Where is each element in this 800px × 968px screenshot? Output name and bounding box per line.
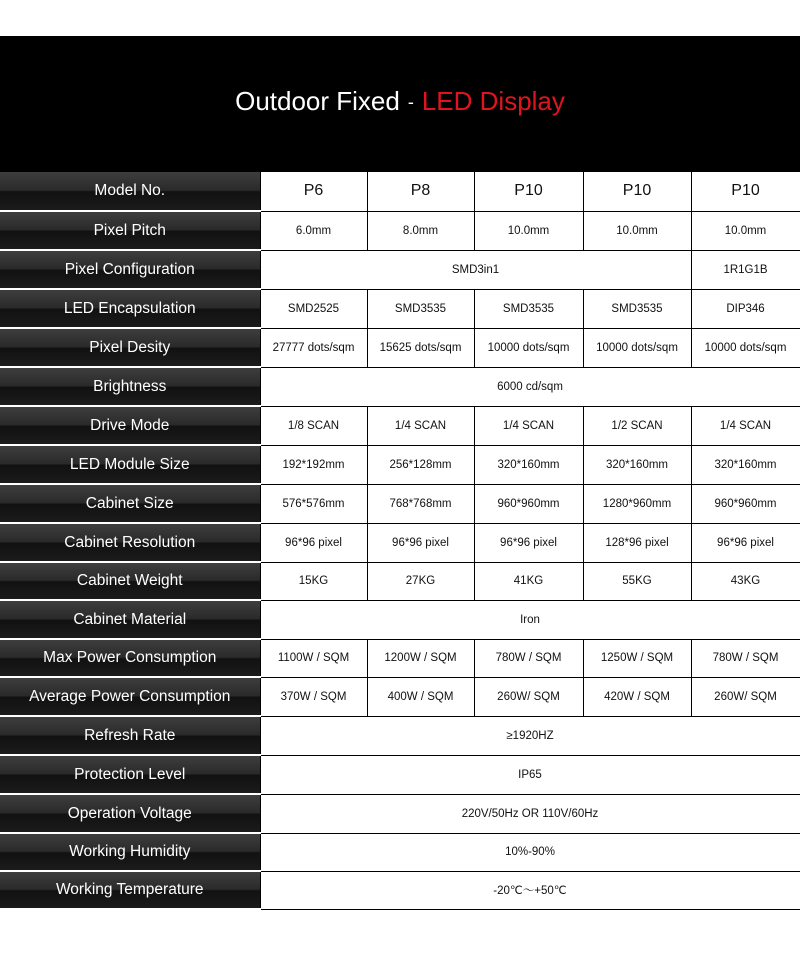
value-cell: 6000 cd/sqm xyxy=(260,367,800,406)
value-cell: 780W / SQM xyxy=(691,639,800,677)
value-cell: 1/4 SCAN xyxy=(367,406,474,445)
value-cell: 1/8 SCAN xyxy=(260,406,367,445)
value-cell: 96*96 pixel xyxy=(691,523,800,562)
value-cell: 960*960mm xyxy=(474,484,583,523)
value-cell: 1200W / SQM xyxy=(367,639,474,677)
value-cell: 8.0mm xyxy=(367,211,474,250)
table-row xyxy=(0,833,800,871)
spec-table xyxy=(0,172,800,910)
value-cell: 27KG xyxy=(367,562,474,600)
value-cell: 1/2 SCAN xyxy=(583,406,691,445)
value-cell: 1280*960mm xyxy=(583,484,691,523)
value-cell: -20℃～+50℃ xyxy=(260,871,800,909)
value-cell: 10000 dots/sqm xyxy=(691,328,800,367)
value-cell: 1/4 SCAN xyxy=(691,406,800,445)
row-label: Brightness xyxy=(0,367,260,406)
value-cell: DIP346 xyxy=(691,289,800,328)
value-cell: 192*192mm xyxy=(260,445,367,484)
value-cell: 41KG xyxy=(474,562,583,600)
value-cell: ≥1920HZ xyxy=(260,716,800,755)
value-cell: SMD3535 xyxy=(474,289,583,328)
value-cell: 420W / SQM xyxy=(583,677,691,716)
value-cell: Iron xyxy=(260,600,800,639)
title-main: Outdoor Fixed xyxy=(235,85,400,116)
value-cell: SMD3535 xyxy=(367,289,474,328)
value-cell: 10.0mm xyxy=(474,211,583,250)
value-cell: 400W / SQM xyxy=(367,677,474,716)
row-label: Cabinet Resolution xyxy=(0,523,260,562)
table-row xyxy=(0,250,800,289)
model-cell: P10 xyxy=(474,172,583,211)
page-title xyxy=(235,86,565,117)
table-row-model xyxy=(0,172,800,211)
value-cell: 1R1G1B xyxy=(691,250,800,289)
value-cell: 96*96 pixel xyxy=(260,523,367,562)
row-label: Working Humidity xyxy=(0,833,260,871)
table-row xyxy=(0,716,800,755)
value-cell: 780W / SQM xyxy=(474,639,583,677)
value-cell: 960*960mm xyxy=(691,484,800,523)
row-label: Model No. xyxy=(0,172,260,211)
value-cell: 128*96 pixel xyxy=(583,523,691,562)
model-cell: P10 xyxy=(583,172,691,211)
value-cell: 10000 dots/sqm xyxy=(583,328,691,367)
model-cell: P10 xyxy=(691,172,800,211)
table-row xyxy=(0,755,800,794)
value-cell: 6.0mm xyxy=(260,211,367,250)
value-cell: 55KG xyxy=(583,562,691,600)
row-label: Cabinet Material xyxy=(0,600,260,639)
value-cell: 10%-90% xyxy=(260,833,800,871)
value-cell: 1100W / SQM xyxy=(260,639,367,677)
value-cell: 15625 dots/sqm xyxy=(367,328,474,367)
value-cell: 260W/ SQM xyxy=(691,677,800,716)
table-row xyxy=(0,289,800,328)
table-row xyxy=(0,871,800,909)
table-row xyxy=(0,406,800,445)
value-cell: 10.0mm xyxy=(691,211,800,250)
row-label: Max Power Consumption xyxy=(0,639,260,677)
value-cell: 43KG xyxy=(691,562,800,600)
value-cell: 1/4 SCAN xyxy=(474,406,583,445)
value-cell: SMD3535 xyxy=(583,289,691,328)
value-cell: 10.0mm xyxy=(583,211,691,250)
value-cell: IP65 xyxy=(260,755,800,794)
table-row xyxy=(0,367,800,406)
model-cell: P6 xyxy=(260,172,367,211)
row-label: LED Module Size xyxy=(0,445,260,484)
value-cell: 15KG xyxy=(260,562,367,600)
row-label: Operation Voltage xyxy=(0,794,260,833)
table-row xyxy=(0,445,800,484)
value-cell: 10000 dots/sqm xyxy=(474,328,583,367)
value-cell: SMD3in1 xyxy=(260,250,691,289)
row-label: LED Encapsulation xyxy=(0,289,260,328)
title-separator: - xyxy=(407,91,414,112)
value-cell: 576*576mm xyxy=(260,484,367,523)
value-cell: 220V/50Hz OR 110V/60Hz xyxy=(260,794,800,833)
row-label: Drive Mode xyxy=(0,406,260,445)
value-cell: 27777 dots/sqm xyxy=(260,328,367,367)
table-row xyxy=(0,328,800,367)
table-row xyxy=(0,794,800,833)
table-row xyxy=(0,639,800,677)
row-label: Cabinet Weight xyxy=(0,562,260,600)
value-cell: 320*160mm xyxy=(583,445,691,484)
value-cell: 96*96 pixel xyxy=(474,523,583,562)
value-cell: 96*96 pixel xyxy=(367,523,474,562)
table-row xyxy=(0,211,800,250)
value-cell: 260W/ SQM xyxy=(474,677,583,716)
value-cell: 256*128mm xyxy=(367,445,474,484)
value-cell: SMD2525 xyxy=(260,289,367,328)
table-row xyxy=(0,523,800,562)
title-accent: LED Display xyxy=(421,85,565,116)
table-row xyxy=(0,677,800,716)
row-label: Average Power Consumption xyxy=(0,677,260,716)
row-label: Cabinet Size xyxy=(0,484,260,523)
row-label: Working Temperature xyxy=(0,871,260,909)
row-label: Pixel Configuration xyxy=(0,250,260,289)
model-cell: P8 xyxy=(367,172,474,211)
value-cell: 370W / SQM xyxy=(260,677,367,716)
table-row xyxy=(0,562,800,600)
value-cell: 768*768mm xyxy=(367,484,474,523)
row-label: Refresh Rate xyxy=(0,716,260,755)
row-label: Pixel Desity xyxy=(0,328,260,367)
value-cell: 1250W / SQM xyxy=(583,639,691,677)
row-label: Protection Level xyxy=(0,755,260,794)
value-cell: 320*160mm xyxy=(691,445,800,484)
table-row xyxy=(0,484,800,523)
value-cell: 320*160mm xyxy=(474,445,583,484)
row-label: Pixel Pitch xyxy=(0,211,260,250)
table-row xyxy=(0,600,800,639)
title-banner xyxy=(0,36,800,172)
